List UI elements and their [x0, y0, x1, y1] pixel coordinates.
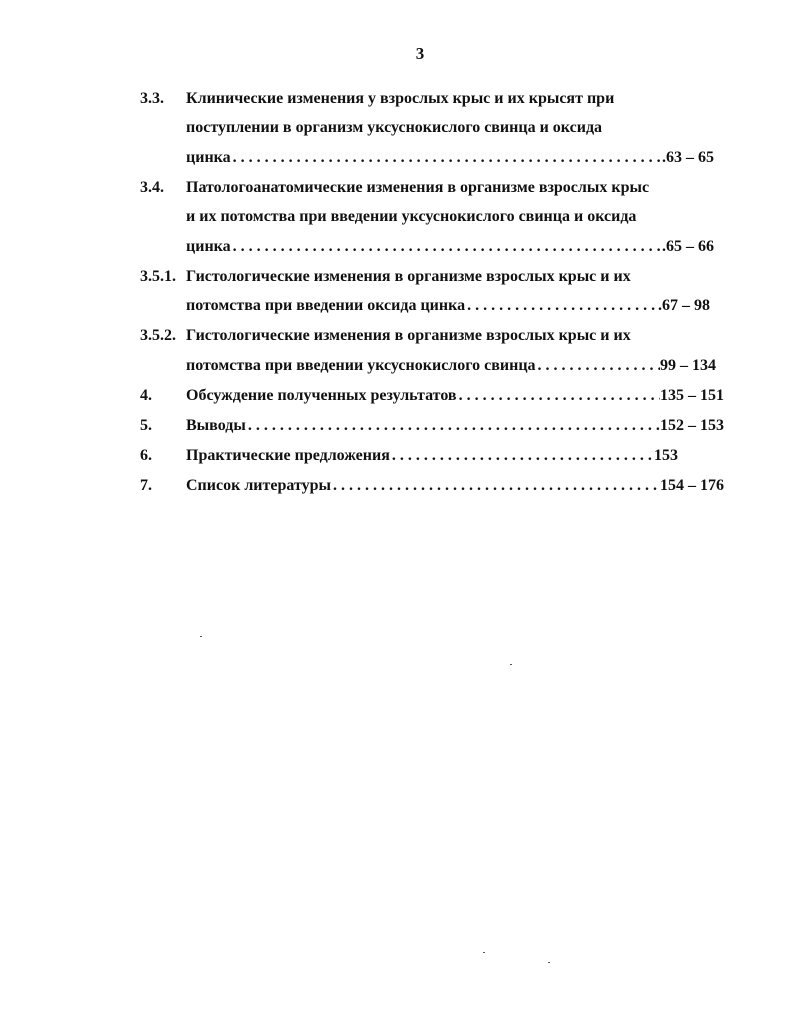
toc-entry-number: 3.5.2.	[140, 327, 176, 344]
leader-dots	[465, 296, 658, 316]
toc-entry-leader-line	[186, 446, 678, 466]
toc-entry-number: 3.3.	[140, 90, 164, 107]
leader-dots	[231, 148, 662, 168]
toc-entry-leader-line	[186, 476, 724, 496]
page-number: 3	[415, 44, 425, 63]
leader-dots	[390, 446, 654, 466]
toc-entry-pages: 152 – 153	[660, 417, 724, 434]
toc-entry-last-line: Практические предложения	[186, 447, 390, 464]
toc-entry-number: 4.	[140, 387, 152, 404]
toc-entry-leader-line	[186, 237, 714, 257]
toc-entry-number: 5.	[140, 417, 152, 434]
toc-entry-pages: 99 – 134	[660, 357, 716, 374]
toc-entry-last-line: Выводы	[186, 417, 246, 434]
toc-entry-pages: .67 – 98	[658, 297, 710, 314]
toc-entry-leader-line	[186, 148, 714, 168]
toc-entry-pages: .63 – 65	[662, 149, 714, 166]
toc-entry-number: 6.	[140, 447, 152, 464]
leader-dots	[457, 386, 660, 406]
toc-entry-last-line: цинка	[186, 238, 231, 255]
scan-speck	[483, 952, 485, 953]
toc-entry-last-line: цинка	[186, 149, 231, 166]
toc-entry-line: поступлении в организм уксуснокислого свинца и оксида	[186, 119, 603, 136]
toc-entry-last-line: Список литературы	[186, 477, 331, 494]
toc-entry-number: 7.	[140, 477, 152, 494]
toc-entry-last-line: потомства при введении уксуснокислого свинца	[186, 357, 536, 374]
toc-entry-pages: 135 – 151	[660, 387, 724, 404]
leader-dots	[231, 237, 662, 257]
toc-entry-leader-line	[186, 416, 724, 436]
toc-entry-last-line: Обсуждение полученных результатов	[186, 387, 457, 404]
scan-speck	[548, 962, 550, 963]
leader-dots	[246, 416, 660, 436]
toc-entry-line: и их потомства при введении уксуснокислого свинца и оксида	[186, 208, 637, 225]
toc-entry-leader-line	[186, 386, 724, 406]
scan-speck	[510, 664, 512, 665]
toc-entry-leader-line	[186, 356, 716, 376]
toc-entry-number: 3.5.1.	[140, 268, 176, 285]
leader-dots	[536, 356, 660, 376]
toc-entry-pages: 153	[654, 447, 678, 464]
toc-entry-pages: 154 – 176	[660, 477, 724, 494]
toc-entry-line: Клинические изменения у взрослых крыс и их крысят при	[186, 90, 615, 107]
toc-entry-number: 3.4.	[140, 179, 164, 196]
toc-entry-leader-line	[186, 296, 710, 316]
toc-entry-last-line: потомства при введении оксида цинка	[186, 297, 466, 314]
toc-entry-line: Патологоанатомические изменения в организме взрослых крыс	[186, 179, 650, 196]
toc-entry-line: Гистологические изменения в организме взрослых крыс и их	[186, 268, 631, 285]
toc-entry-line: Гистологические изменения в организме взрослых крыс и их	[186, 327, 631, 344]
scan-speck	[200, 636, 202, 637]
leader-dots	[331, 476, 660, 496]
toc-entry-pages: .65 – 66	[662, 238, 714, 255]
